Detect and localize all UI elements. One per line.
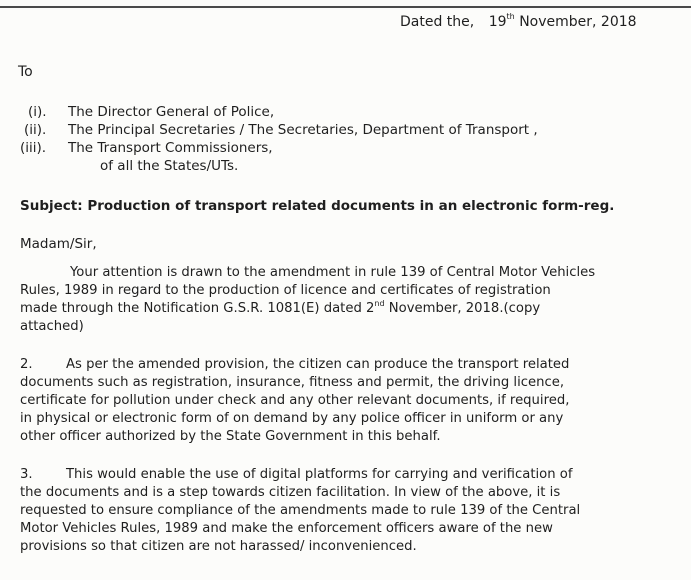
paragraph-line: in physical or electronic form of on demand by any police officer in uniform or any bbox=[20, 411, 564, 426]
addressee-num: (ii). bbox=[24, 122, 47, 138]
salutation: Madam/Sir, bbox=[20, 236, 97, 252]
dated-prefix: Dated the, bbox=[400, 14, 475, 30]
top-rule-divider bbox=[0, 6, 691, 8]
paragraph-line: Your attention is drawn to the amendment in rule 139 of Central Motor Vehicles bbox=[70, 265, 596, 280]
paragraph-line: documents such as registration, insurance, fitness and permit, the driving licence, bbox=[20, 375, 565, 390]
date-day-suffix: th bbox=[506, 12, 515, 21]
paragraph-text: made through the Notification G.S.R. 1081(E) dated 2 bbox=[20, 301, 375, 316]
paragraph-number: 2. bbox=[20, 357, 33, 372]
paragraph-line bbox=[20, 466, 646, 484]
paragraph-text: November, 2018.(copy bbox=[384, 301, 541, 316]
date-month-year: November, 2018 bbox=[519, 14, 637, 30]
paragraph-text: This would enable the use of digital platforms for carrying and verification of bbox=[66, 467, 573, 482]
date-day: 19 bbox=[488, 14, 507, 30]
ordinal-suffix: nd bbox=[374, 299, 385, 308]
paragraph-text: As per the amended provision, the citizen can produce the transport related bbox=[66, 357, 570, 372]
to-label: To bbox=[18, 64, 33, 80]
paragraph-line: Motor Vehicles Rules, 1989 and make the enforcement officers aware of the new bbox=[20, 521, 553, 536]
paragraph-line: the documents and is a step towards citizen facilitation. In view of the above, it is bbox=[20, 485, 561, 500]
subject-line: Subject: Production of transport related documents in an electronic form-reg. bbox=[20, 198, 615, 214]
addressee-text: The Principal Secretaries / The Secretaries, Department of Transport , bbox=[68, 122, 538, 138]
paragraph-number: 3. bbox=[20, 467, 33, 482]
addressee-text: The Transport Commissioners, bbox=[68, 140, 273, 156]
paragraph-line bbox=[20, 300, 646, 318]
addressee-num: (i). bbox=[28, 104, 47, 120]
paragraph-line: Rules, 1989 in regard to the production of licence and certificates of registration bbox=[20, 283, 551, 298]
addressee-tail: of all the States/UTs. bbox=[100, 158, 239, 174]
paragraph-line: provisions so that citizen are not harassed/ inconvenienced. bbox=[20, 539, 417, 554]
date-line bbox=[400, 14, 637, 30]
addressee-num: (iii). bbox=[20, 140, 47, 156]
paragraph-line: attached) bbox=[20, 319, 84, 334]
paragraph-3 bbox=[20, 466, 646, 556]
paragraph-1 bbox=[20, 264, 646, 336]
paragraph-line bbox=[20, 356, 646, 374]
paragraph-line: other officer authorized by the State Government in this behalf. bbox=[20, 429, 441, 444]
paragraph-line: requested to ensure compliance of the amendments made to rule 139 of the Central bbox=[20, 503, 581, 518]
paragraph-2 bbox=[20, 356, 646, 446]
addressee-text: The Director General of Police, bbox=[68, 104, 275, 120]
paragraph-line: certificate for pollution under check and any other relevant documents, if required, bbox=[20, 393, 570, 408]
